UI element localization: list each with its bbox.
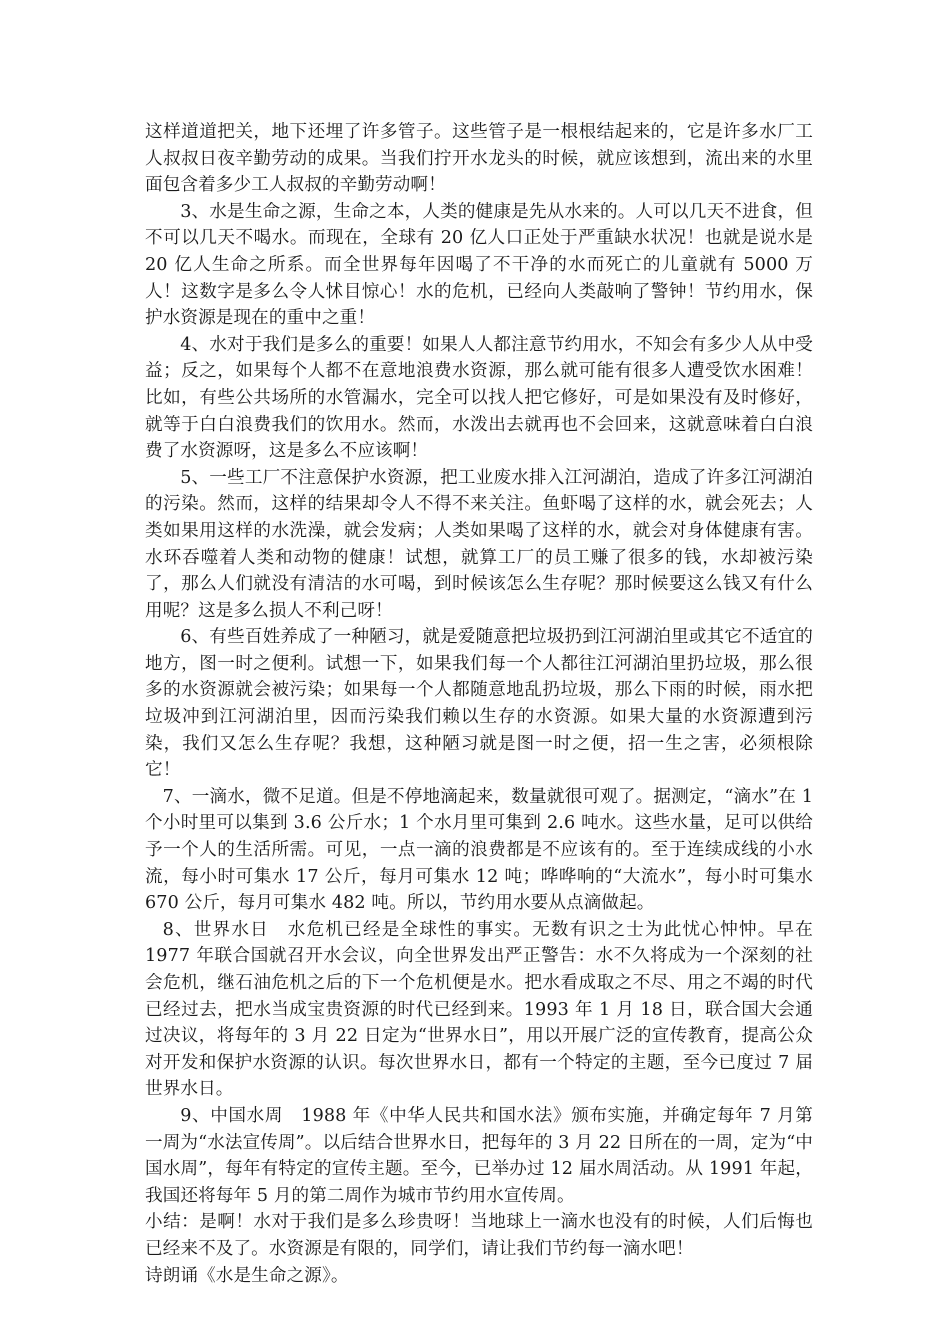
paragraph-4: 4、水对于我们是多么的重要！如果人人都注意节约用水，不知会有多少人从中受益；反之，如果每个人都不在意地浪费水资源，那么就可能有很多人遭受饮水困难！比如，有些公共场所的水管漏水，完全可以找人把它修好，可是如果没有及时修好，就等于白白浪费我们的饮用水。然而，水泼出去就再也不会回来，这就意味着白白浪费了水资源呀，这是多么不应该啊！ <box>145 334 813 462</box>
paragraph-poem: 诗朗诵《水是生命之源》。 <box>145 1265 349 1286</box>
paragraph-continuation: 这样道道把关，地下还埋了许多管子。这些管子是一根根结起来的，它是许多水厂工人叔叔日夜辛勤劳动的成果。当我们拧开水龙头的时候，就应该想到，流出来的水里面包含着多少工人叔叔的辛勤劳动啊！ <box>145 122 813 196</box>
document-page <box>145 119 813 1289</box>
paragraph-5: 5、一些工厂不注意保护水资源，把工业废水排入江河湖泊，造成了许多江河湖泊的污染。然而，这样的结果却令人不得不来关注。鱼虾喝了这样的水，就会死去；人类如果用这样的水洗澡，就会发病；人类如果喝了这样的水，就会对身体健康有害。水环吞噬着人类和动物的健康！试想，就算工厂的员工赚了很多的钱，水却被污染了，那么人们就没有清洁的水可喝，到时候该怎么生存呢？那时候要这么钱又有什么用呢？这是多么损人不利己呀！ <box>145 467 813 621</box>
paragraph-6: 6、有些百姓养成了一种陋习，就是爱随意把垃圾扔到江河湖泊里或其它不适宜的地方，图一时之便利。试想一下，如果我们每一个人都往江河湖泊里扔垃圾，那么很多的水资源就会被污染；如果每一个人都随意地乱扔垃圾，那么下雨的时候，雨水把垃圾冲到江河湖泊里，因而污染我们赖以生存的水资源。如果大量的水资源遭到污染，我们又怎么生存呢？我想，这种陋习就是图一时之便，招一生之害，必须根除它！ <box>145 627 813 781</box>
paragraph-7: 7、一滴水，微不足道。但是不停地滴起来，数量就很可观了。据测定，“滴水”在 1 个小时里可以集到 3.6 公斤水；1 个水月里可集到 2.6 吨水。这些水量，足可以供给予一个人的生活所需。可见，一点一滴的浪费都是不应该有的。至于连续成线的小水流，每小时可集水 17 公斤，每月可集水 12 吨；哗哗响的“大流水”，每小时可集水 670 公斤，每月可集水 482 吨。所以，节约用水要从点滴做起。 <box>145 786 813 914</box>
paragraph-9: 9、中国水周 1988 年《中华人民共和国水法》颁布实施，并确定每年 7 月第一周为“水法宣传周”。以后结合世界水日，把每年的 3 月 22 日所在的一周，定为“中国水周”，每年有特定的宣传主题。至今，已举办过 12 届水周活动。从 1991 年起，我国还将每年 5 月的第二周作为城市节约用水宣传周。 <box>145 1105 813 1206</box>
paragraph-3: 3、水是生命之源，生命之本，人类的健康是先从水来的。人可以几天不进食，但不可以几天不喝水。而现在，全球有 20 亿人口正处于严重缺水状况！也就是说水是 20 亿人生命之所系。而全世界每年因喝了不干净的水而死亡的儿童就有 5000 万人！这数字是多么令人怵目惊心！水的危机，已经向人类敲响了警钟！节约用水，保护水资源是现在的重中之重！ <box>145 201 813 329</box>
paragraph-summary: 小结：是啊！水对于我们是多么珍贵呀！当地球上一滴水也没有的时候，人们后悔也已经来不及了。水资源是有限的，同学们，请让我们节约每一滴水吧！ <box>145 1212 813 1259</box>
paragraph-8: 8、世界水日 水危机已经是全球性的事实。无数有识之士为此忧心忡忡。早在 1977 年联合国就召开水会议，向全世界发出严正警告：水不久将成为一个深刻的社会危机，继石油危机之后的下一个危机便是水。把水看成取之不尽、用之不竭的时代已经过去，把水当成宝贵资源的时代已经到来。1993 年 1 月 18 日，联合国大会通过决议，将每年的 3 月 22 日定为“世界水日”，用以开展广泛的宣传教育，提高公众对开发和保护水资源的认识。每次世界水日，都有一个特定的主题，至今已度过 7 届世界水日。 <box>145 919 813 1100</box>
